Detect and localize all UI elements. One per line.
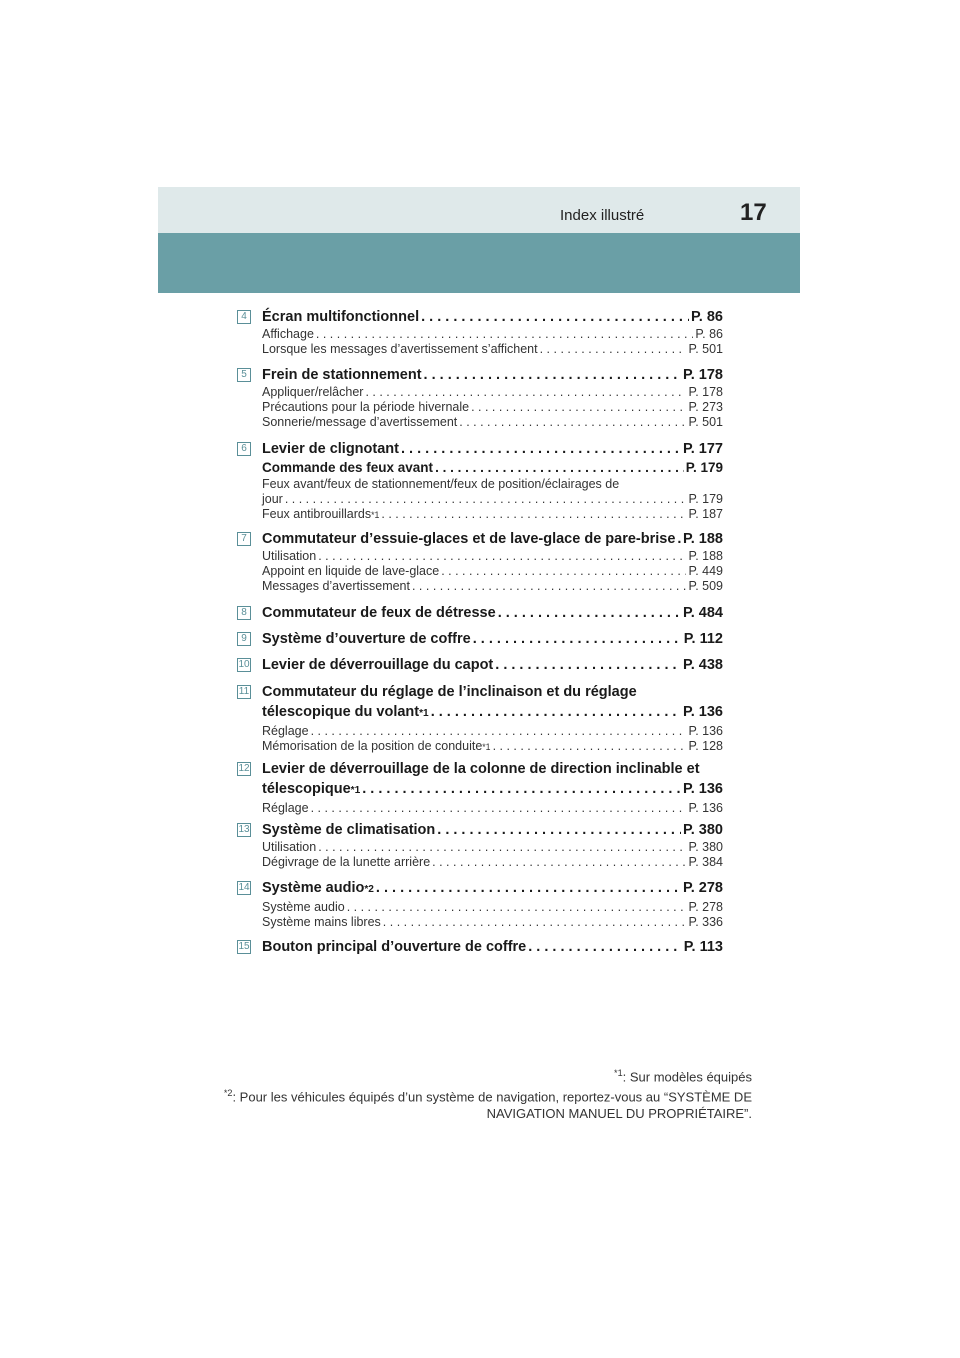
sub-label[interactable]: Précautions pour la période hivernale [262, 400, 470, 414]
entry-label[interactable]: Système audio [262, 880, 365, 896]
page-ref[interactable]: P. 278 [688, 900, 723, 914]
index-entry [237, 529, 723, 594]
page-title: Index illustré [560, 207, 645, 224]
page-ref[interactable]: P. 112 [683, 631, 723, 647]
page-number: 17 [740, 199, 767, 226]
header-bar [158, 187, 800, 233]
entry-number-badge: 6 [237, 442, 251, 456]
page-ref[interactable]: P. 484 [682, 605, 723, 621]
footnote-mark: *1 [419, 708, 429, 719]
entry-number-badge: 7 [237, 532, 251, 546]
sub-label[interactable]: Appoint en liquide de lave-glace [262, 564, 440, 578]
page-ref[interactable]: P. 136 [688, 801, 723, 815]
page-ref[interactable]: P. 501 [688, 342, 723, 356]
sub-label[interactable]: jour [262, 492, 283, 506]
page-ref[interactable]: P. 278 [682, 880, 723, 896]
sub-label[interactable]: Système mains libres [262, 915, 381, 929]
page-ref[interactable]: P. 136 [682, 781, 723, 797]
footnote-2: $^{*2}$: Pour les véhicules équipés d’un système de navigation, reportez-vous au “SYSTÈME DE [223, 1088, 752, 1105]
entry-label[interactable]: Commande des feux avant [262, 460, 434, 475]
sub-label[interactable]: Feux antibrouillards [262, 507, 372, 521]
index-entry [237, 307, 723, 357]
entry-number-badge: 14 [238, 882, 250, 893]
index-entry [237, 878, 723, 930]
page-ref[interactable]: P. 128 [688, 739, 723, 753]
header-band [158, 233, 800, 293]
sub-label[interactable]: Réglage [262, 801, 309, 815]
sub-label: Feux avant/feux de stationnement/feux de position/éclairages de [262, 477, 620, 491]
entry-label[interactable]: télescopique [262, 781, 351, 797]
page-ref[interactable]: P. 336 [688, 915, 723, 929]
page-ref[interactable]: P. 187 [688, 507, 723, 521]
entry-number-badge: 9 [237, 632, 251, 646]
page-ref[interactable]: P. 380 [682, 822, 723, 838]
entry-number-badge: 12 [238, 763, 250, 774]
page-ref[interactable]: P. 501 [688, 415, 723, 429]
entry-label[interactable]: télescopique du volant [262, 704, 420, 720]
entry-label[interactable]: Bouton principal d’ouverture de coffre [262, 939, 527, 955]
page-ref[interactable]: P. 177 [682, 441, 723, 457]
entry-number-badge: 8 [237, 606, 251, 620]
page-ref[interactable]: P. 179 [685, 460, 723, 475]
page-ref[interactable]: P. 509 [688, 579, 723, 593]
index-entry [237, 820, 723, 870]
index-entry [237, 439, 723, 523]
entry-label[interactable]: Commutateur d’essuie-glaces et de lave-glace de pare-brise [262, 531, 676, 547]
footnote-mark: *2 [364, 884, 374, 895]
entry-number-badge: 15 [238, 941, 250, 952]
index-entry [237, 759, 723, 816]
entry-number-badge: 10 [238, 659, 250, 670]
entry-number-badge: 5 [237, 368, 251, 382]
sub-label[interactable]: Système audio [262, 900, 345, 914]
page-ref[interactable]: P. 86 [691, 309, 723, 325]
page-ref[interactable]: P. 384 [688, 855, 723, 869]
page-ref[interactable]: P. 188 [682, 531, 723, 547]
entry-label[interactable]: Système d’ouverture de coffre [262, 631, 471, 647]
page-ref[interactable]: P. 86 [695, 327, 723, 341]
footnote-mark: *1 [371, 510, 380, 520]
footnote-mark: *1 [350, 785, 361, 796]
index-entry [237, 365, 723, 430]
entry-label[interactable]: Système de climatisation [262, 822, 436, 838]
sub-label[interactable]: Appliquer/relâcher [262, 385, 364, 399]
footnote-mark: *1 [482, 742, 491, 752]
page-ref[interactable]: P. 136 [682, 704, 723, 720]
sub-label[interactable]: Réglage [262, 724, 309, 738]
entry-label[interactable]: Levier de déverrouillage du capot [262, 657, 494, 673]
page-ref[interactable]: P. 380 [688, 840, 723, 854]
footnotes [200, 1065, 752, 1122]
page-ref[interactable]: P. 438 [682, 657, 723, 673]
sub-label[interactable]: Lorsque les messages d’avertissement s’affichent [262, 342, 538, 356]
sub-label[interactable]: Utilisation [262, 840, 317, 854]
page-ref[interactable]: P. 179 [688, 492, 723, 506]
index-entry [237, 629, 723, 649]
entry-number-badge: 11 [238, 686, 250, 697]
sub-label[interactable]: Utilisation [262, 549, 317, 563]
entry-label[interactable]: Commutateur de feux de détresse [262, 605, 496, 621]
entry-label[interactable]: Écran multifonctionnel [262, 309, 420, 325]
sub-label[interactable]: Affichage [262, 327, 314, 341]
sub-label[interactable]: Sonnerie/message d’avertissement [262, 415, 458, 429]
entry-label[interactable]: Commutateur du réglage de l’inclinaison et du réglage [262, 684, 637, 700]
index-entry [237, 937, 723, 957]
index-entry [237, 603, 723, 623]
sub-label[interactable]: Messages d’avertissement [262, 579, 410, 593]
sub-label[interactable]: Dégivrage de la lunette arrière [262, 855, 431, 869]
entry-number-badge: 4 [237, 310, 251, 324]
page-ref[interactable]: P. 113 [683, 939, 723, 955]
index-entry [237, 655, 723, 675]
index-entry [237, 682, 723, 755]
entry-label[interactable]: Levier de clignotant [262, 441, 399, 457]
entry-label[interactable]: Frein de stationnement [262, 367, 422, 383]
page-ref[interactable]: P. 273 [688, 400, 723, 414]
footnote-2-cont: NAVIGATION MANUEL DU PROPRIÉTAIRE”. [486, 1105, 752, 1121]
entry-label[interactable]: Levier de déverrouillage de la colonne de direction inclinable et [262, 761, 700, 777]
page-ref[interactable]: P. 136 [688, 724, 723, 738]
page-ref[interactable]: P. 188 [688, 549, 723, 563]
page-ref[interactable]: P. 178 [688, 385, 723, 399]
page-ref[interactable]: P. 449 [688, 564, 723, 578]
entry-number-badge: 13 [238, 824, 250, 835]
page-ref[interactable]: P. 178 [682, 367, 723, 383]
sub-label[interactable]: Mémorisation de la position de conduite [262, 739, 483, 753]
footnote-1: $^{*1}$: Sur modèles équipés [614, 1068, 752, 1085]
